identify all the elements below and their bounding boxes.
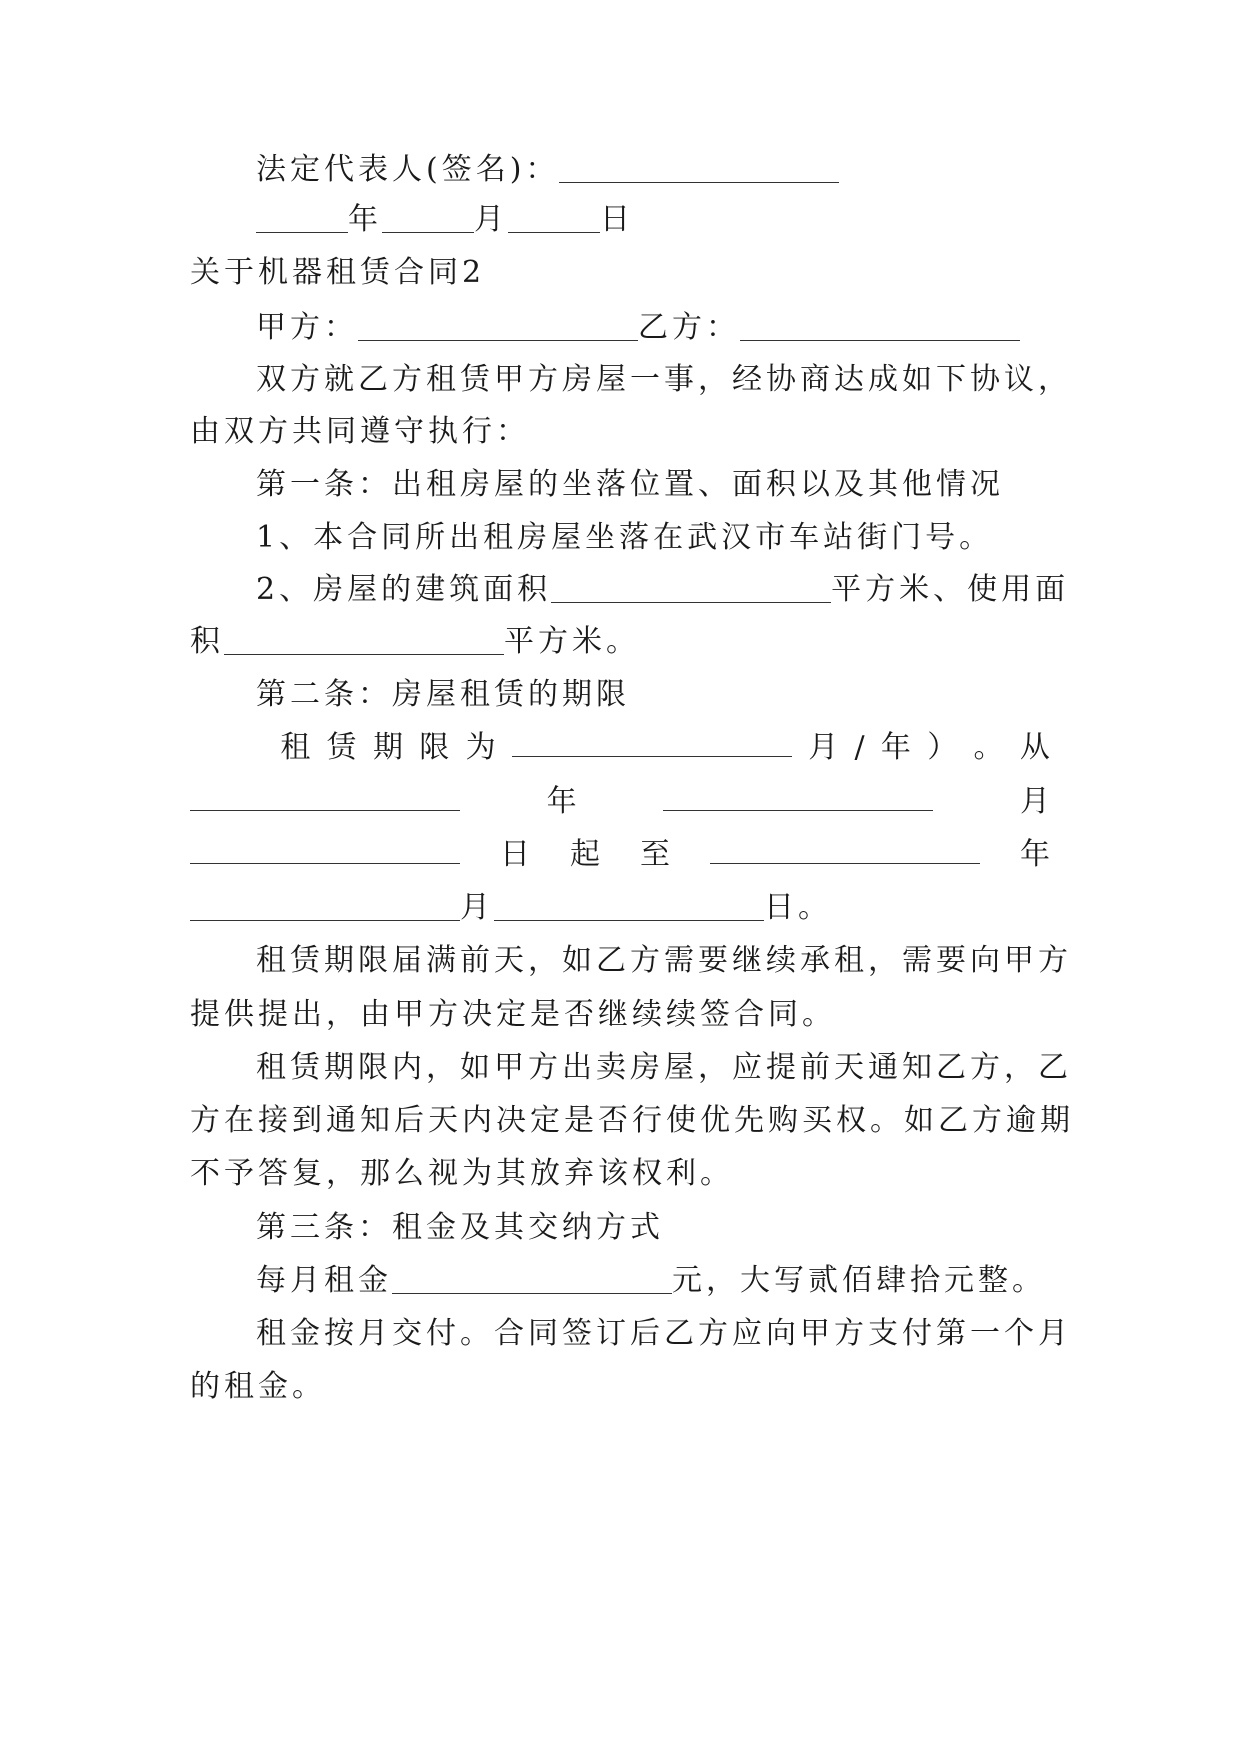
year-blank xyxy=(256,204,348,233)
sale-line-1: 租赁期限内，如甲方出卖房屋，应提前天通知乙方，乙 xyxy=(256,1050,1072,1085)
renew-line-2: 提供提出，由甲方决定是否继续续签合同。 xyxy=(190,997,836,1032)
usable-area-suffix: 平方米。 xyxy=(504,624,640,659)
article1-item2-cont xyxy=(190,622,1050,662)
year-label: 年 xyxy=(348,202,382,237)
term-char: 限 xyxy=(419,730,450,765)
legal-rep-label: 法定代表人(签名)： xyxy=(256,152,560,187)
area-suffix: 平方米、使用面 xyxy=(831,572,1070,607)
pay-line-1: 租金按月交付。合同签订后乙方应向甲方支付第一个月 xyxy=(256,1316,1072,1351)
party-a-blank xyxy=(358,312,638,341)
start-month-label: 月 xyxy=(1019,784,1050,819)
start-day-line xyxy=(190,835,1050,875)
term-unit: 年 xyxy=(880,730,911,765)
month-label: 月 xyxy=(474,202,508,237)
day-char: 日 xyxy=(500,837,530,872)
intro-line-1: 双方就乙方租赁甲方房屋一事，经协商达成如下协议， xyxy=(256,362,1072,397)
end-day-blank xyxy=(494,892,764,921)
article2-heading: 第二条：房屋租赁的期限 xyxy=(256,677,630,712)
start-day-blank xyxy=(190,835,460,864)
end-year-label: 年 xyxy=(1020,837,1050,872)
article1-heading: 第一条：出租房屋的坐落位置、面积以及其他情况 xyxy=(256,467,1004,502)
rent-suffix: 元，大写贰佰肆拾元整。 xyxy=(672,1263,1046,1298)
to-char: 至 xyxy=(640,837,670,872)
start-month-blank xyxy=(663,782,933,811)
party-b-label: 乙方： xyxy=(638,310,740,345)
day-blank xyxy=(508,204,600,233)
term-char: 赁 xyxy=(326,730,357,765)
term-blank xyxy=(512,728,792,757)
parties-line xyxy=(256,308,1050,348)
building-area-blank xyxy=(551,574,831,603)
intro-line-2: 由双方共同遵守执行： xyxy=(190,414,530,449)
from-char: 起 xyxy=(570,837,600,872)
start-year-blank xyxy=(190,782,460,811)
end-day-label: 日。 xyxy=(764,890,832,925)
term-char: 期 xyxy=(372,730,403,765)
rent-label: 每月租金 xyxy=(256,1263,392,1298)
contract-title: 关于机器租赁合同2 xyxy=(190,255,486,290)
term-unit: ） xyxy=(927,730,958,765)
term-unit: 月 xyxy=(808,730,839,765)
area-label: 2、房屋的建筑面积 xyxy=(256,572,552,607)
usable-area-label: 积 xyxy=(190,624,224,659)
month-blank xyxy=(382,204,474,233)
article1-item2 xyxy=(256,570,1070,610)
term-unit: / xyxy=(854,730,865,765)
usable-area-blank xyxy=(224,626,504,655)
end-month-blank xyxy=(190,892,460,921)
start-year-label: 年 xyxy=(546,784,577,819)
term-char: 为 xyxy=(465,730,496,765)
sale-line-3: 不予答复，那么视为其放弃该权利。 xyxy=(190,1156,734,1191)
end-month-label: 月 xyxy=(460,890,494,925)
article1-item1: 1、本合同所出租房屋坐落在武汉市车站街门号。 xyxy=(256,520,994,555)
term-unit: 从 xyxy=(1019,730,1050,765)
day-label: 日 xyxy=(600,202,634,237)
term-line xyxy=(256,728,1050,768)
legal-rep-blank xyxy=(559,154,839,183)
sale-line-2: 方在接到通知后天内决定是否行使优先购买权。如乙方逾期 xyxy=(190,1103,1074,1138)
start-date-line xyxy=(190,782,1050,822)
rent-line xyxy=(256,1261,1050,1301)
party-a-label: 甲方： xyxy=(256,310,358,345)
date-line xyxy=(256,200,1050,240)
end-date-line xyxy=(190,888,1050,928)
rent-blank xyxy=(392,1265,672,1294)
party-b-blank xyxy=(740,312,1020,341)
renew-line-1: 租赁期限届满前天，如乙方需要继续承租，需要向甲方 xyxy=(256,943,1072,978)
end-year-blank xyxy=(710,835,980,864)
pay-line-2: 的租金。 xyxy=(190,1369,326,1404)
term-unit: 。 xyxy=(973,730,1004,765)
term-char: 租 xyxy=(280,730,311,765)
legal-rep-line xyxy=(256,150,1050,190)
article3-heading: 第三条：租金及其交纳方式 xyxy=(256,1210,664,1245)
